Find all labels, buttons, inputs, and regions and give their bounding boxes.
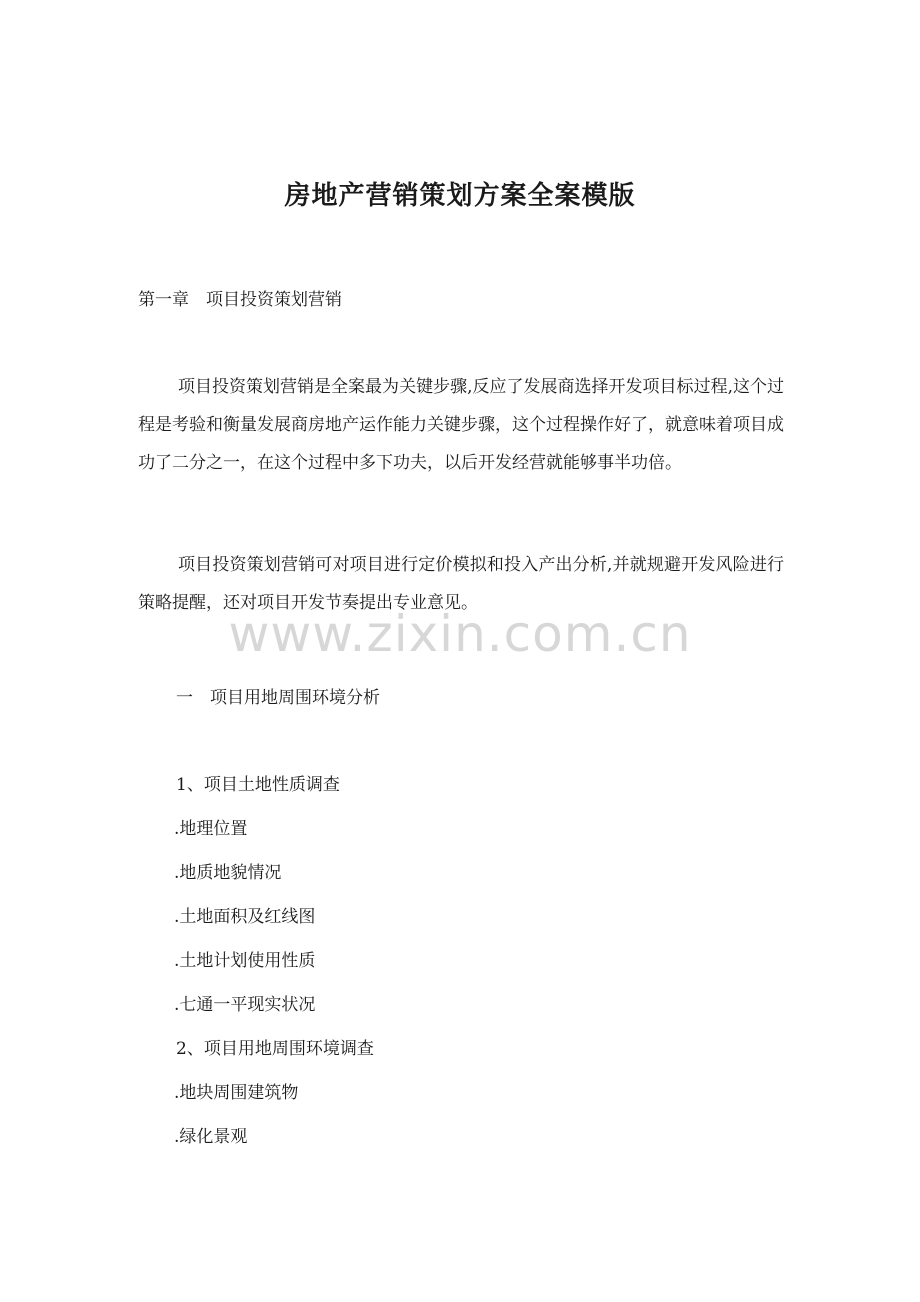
list-item: .地质地貌情况 — [174, 863, 282, 883]
list-item: 2、项目用地周围环境调查 — [176, 1039, 374, 1059]
list-item: .地理位置 — [174, 819, 248, 839]
section-heading: 一 项目用地周围环境分析 — [176, 688, 380, 708]
list-item: .地块周围建筑物 — [174, 1083, 299, 1103]
document-title: 房地产营销策划方案全案模版 — [284, 181, 636, 211]
list-item: .土地面积及红线图 — [174, 907, 316, 927]
list-item: .绿化景观 — [174, 1127, 248, 1147]
list-item: .土地计划使用性质 — [174, 951, 316, 971]
list-item: 1、项目土地性质调查 — [176, 775, 340, 795]
list-item: .七通一平现实状况 — [174, 995, 316, 1015]
chapter-heading: 第一章 项目投资策划营销 — [138, 290, 342, 310]
body-paragraph: 项目投资策划营销是全案最为关键步骤,反应了发展商选择开发项目标过程,这个过程是考验和衡量发展商房地产运作能力关键步骤，这个过程操作好了，就意味着项目成功了二分之一，在这个过程中多下功夫，以后开发经营就能够事半功倍。 — [138, 377, 784, 473]
body-paragraph: 项目投资策划营销可对项目进行定价模拟和投入产出分析,并就规避开发风险进行策略提醒，还对项目开发节奏提出专业意见。 — [138, 555, 784, 613]
watermark: www.zixin.com.cn — [228, 605, 692, 663]
